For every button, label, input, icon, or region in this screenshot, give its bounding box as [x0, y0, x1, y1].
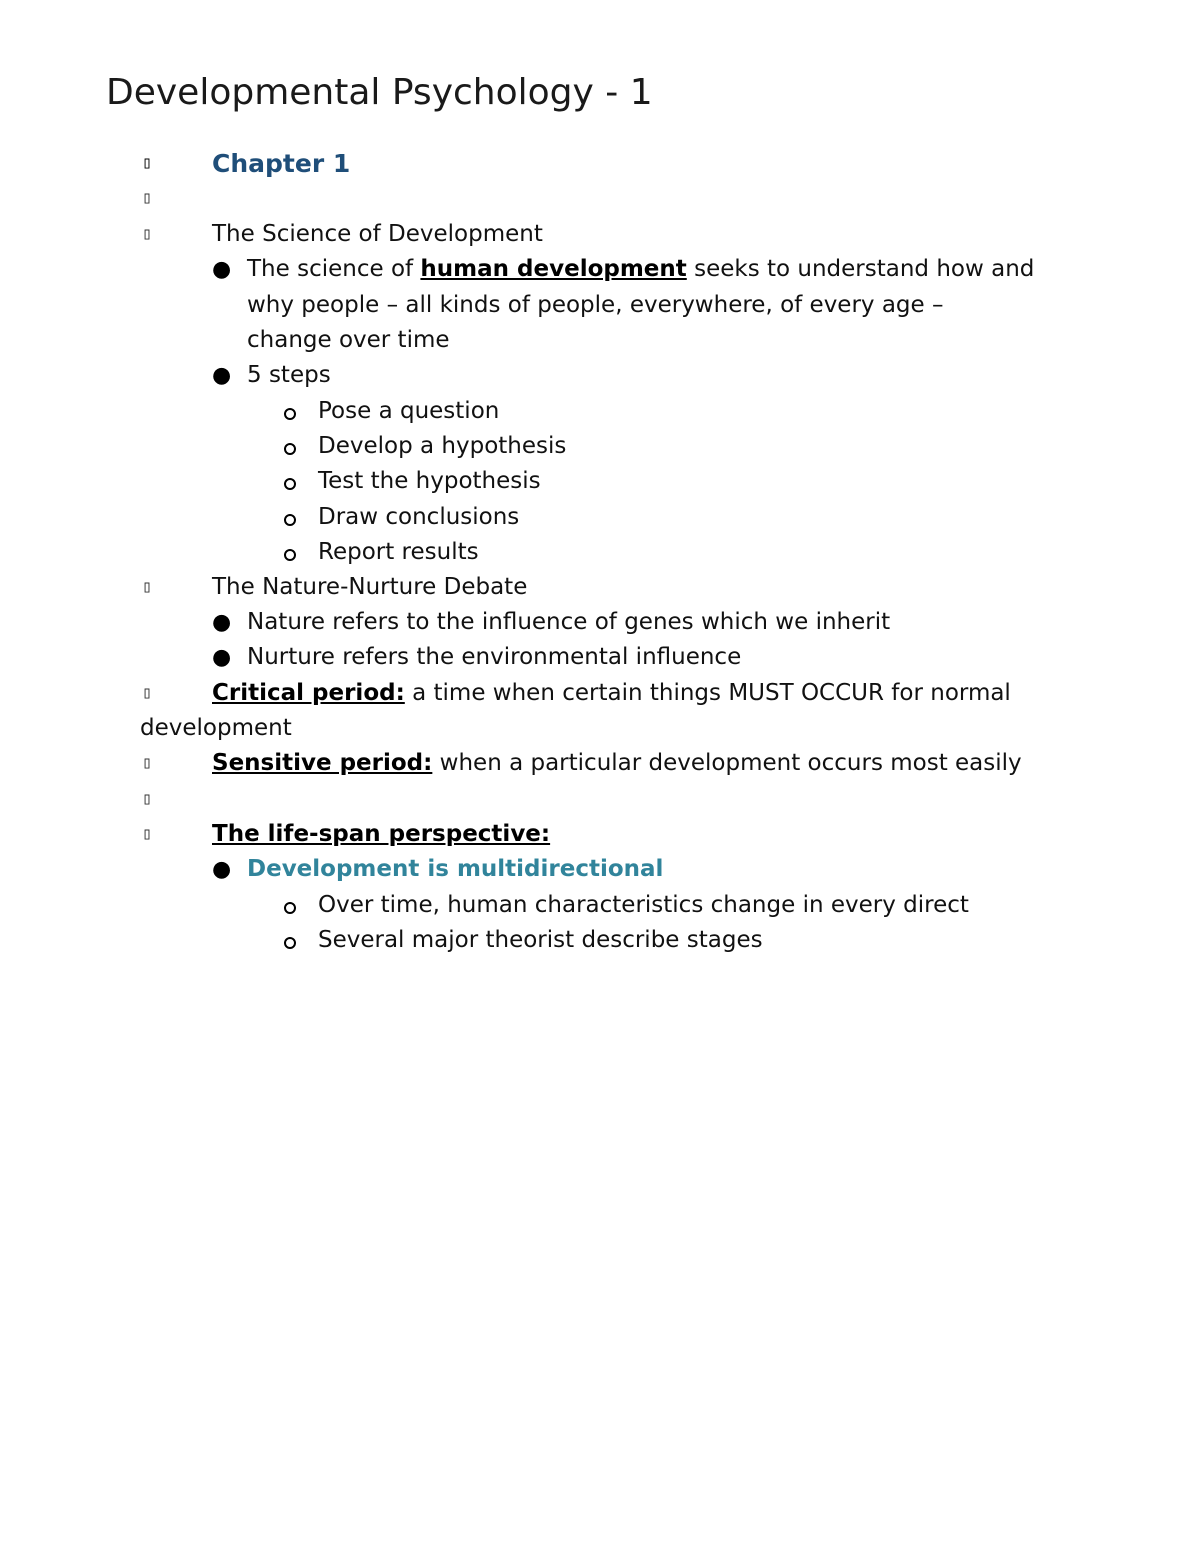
critical-period-line — [212, 676, 1011, 711]
circle-bullet-icon — [284, 478, 296, 490]
term-sensitive-period: Sensitive period: — [212, 750, 433, 776]
lifespan-sub-item: Several major theorist describe stages — [318, 927, 763, 953]
circle-bullet-icon — [284, 408, 296, 420]
circle-bullet-icon — [284, 549, 296, 561]
sensitive-period-text: when a particular development occurs most easily — [432, 750, 1022, 776]
bullet-icon: ● — [212, 645, 232, 670]
critical-period-continuation: development — [140, 715, 292, 741]
circle-bullet-icon — [284, 443, 296, 455]
step-item: Pose a question — [318, 398, 500, 424]
step-item: Report results — [318, 539, 479, 565]
circle-bullet-icon — [284, 937, 296, 949]
lifespan-heading: The life-span perspective: — [212, 821, 551, 847]
marker-icon: ▯ — [142, 188, 153, 208]
science-bullet-prefix: The science of — [247, 256, 421, 282]
marker-icon: ▯ — [142, 224, 153, 244]
nature-bullet: Nature refers to the influence of genes which we inherit — [247, 609, 891, 635]
marker-icon: ▯ — [142, 683, 153, 703]
science-bullet-line-2: why people – all kinds of people, everywhere, of every age – — [247, 292, 944, 318]
step-item: Draw conclusions — [318, 504, 520, 530]
step-item: Develop a hypothesis — [318, 433, 567, 459]
document-title: Developmental Psychology - 1 — [106, 72, 653, 113]
multidirectional-bullet: Development is multidirectional — [247, 856, 664, 882]
science-bullet-suffix: seeks to understand how and — [686, 256, 1035, 282]
section-heading-science: The Science of Development — [212, 221, 543, 247]
bullet-icon: ● — [212, 363, 232, 388]
chapter-heading: Chapter 1 — [212, 149, 351, 178]
science-bullet-line-1 — [247, 252, 1034, 287]
bullet-icon: ● — [212, 857, 232, 882]
lifespan-sub-item: Over time, human characteristics change in every direct — [318, 892, 969, 918]
circle-bullet-icon — [284, 514, 296, 526]
section-heading-nature-nurture: The Nature-Nurture Debate — [212, 574, 528, 600]
bullet-icon: ● — [212, 610, 232, 635]
marker-icon: ▯ — [142, 577, 153, 597]
nurture-bullet: Nurture refers the environmental influence — [247, 644, 742, 670]
bullet-icon: ● — [212, 257, 232, 282]
circle-bullet-icon — [284, 902, 296, 914]
term-critical-period: Critical period: — [212, 680, 405, 706]
term-human-development: human development — [420, 256, 687, 282]
step-item: Test the hypothesis — [318, 468, 541, 494]
steps-bullet: 5 steps — [247, 362, 331, 388]
critical-period-text: a time when certain things MUST OCCUR for normal — [404, 680, 1011, 706]
marker-icon: ▯ — [142, 153, 153, 173]
marker-icon: ▯ — [142, 753, 153, 773]
marker-icon: ▯ — [142, 824, 153, 844]
marker-icon: ▯ — [142, 789, 153, 809]
science-bullet-line-3: change over time — [247, 327, 450, 353]
sensitive-period-line — [212, 746, 1022, 781]
